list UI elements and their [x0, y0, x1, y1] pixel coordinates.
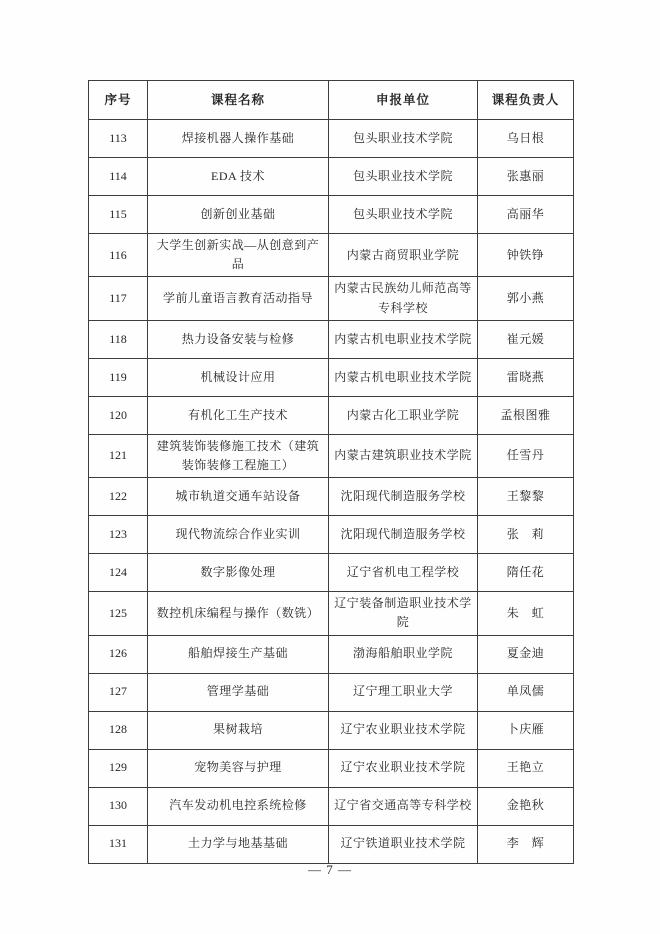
- cell-reporting-unit: 内蒙古机电职业技术学院: [329, 358, 478, 396]
- table-row: [89, 396, 574, 434]
- cell-course-leader: 王艳立: [478, 749, 574, 787]
- cell-serial-number: 115: [89, 196, 148, 234]
- cell-course-leader: 孟根图雅: [478, 396, 574, 434]
- cell-course-name: EDA 技术: [148, 158, 329, 196]
- cell-reporting-unit: 内蒙古机电职业技术学院: [329, 320, 478, 358]
- column-header-leader: 课程负责人: [478, 81, 574, 120]
- cell-course-leader: 朱 虹: [478, 592, 574, 635]
- table-row: [89, 516, 574, 554]
- table-row: [89, 554, 574, 592]
- cell-serial-number: 122: [89, 478, 148, 516]
- cell-reporting-unit: 包头职业技术学院: [329, 196, 478, 234]
- cell-reporting-unit: 沈阳现代制造服务学校: [329, 516, 478, 554]
- table-row: [89, 277, 574, 320]
- cell-course-leader: 钟铁铮: [478, 234, 574, 277]
- cell-course-leader: 李 辉: [478, 825, 574, 863]
- cell-course-leader: 金艳秋: [478, 787, 574, 825]
- cell-course-leader: 郭小燕: [478, 277, 574, 320]
- cell-serial-number: 121: [89, 434, 148, 477]
- table-row: [89, 478, 574, 516]
- table-row: [89, 358, 574, 396]
- cell-course-name: 汽车发动机电控系统检修: [148, 787, 329, 825]
- course-table: [88, 80, 574, 864]
- column-header-course: 课程名称: [148, 81, 329, 120]
- cell-serial-number: 131: [89, 825, 148, 863]
- cell-course-leader: 崔元媛: [478, 320, 574, 358]
- cell-reporting-unit: 包头职业技术学院: [329, 158, 478, 196]
- table-row: [89, 787, 574, 825]
- cell-reporting-unit: 内蒙古化工职业学院: [329, 396, 478, 434]
- cell-reporting-unit: 辽宁省交通高等专科学校: [329, 787, 478, 825]
- cell-reporting-unit: 内蒙古商贸职业学院: [329, 234, 478, 277]
- cell-course-leader: 卜庆雁: [478, 711, 574, 749]
- table-row: [89, 234, 574, 277]
- cell-course-name: 土力学与地基基础: [148, 825, 329, 863]
- cell-serial-number: 114: [89, 158, 148, 196]
- cell-course-name: 宠物美容与护理: [148, 749, 329, 787]
- cell-course-name: 学前儿童语言教育活动指导: [148, 277, 329, 320]
- cell-serial-number: 120: [89, 396, 148, 434]
- cell-serial-number: 130: [89, 787, 148, 825]
- cell-serial-number: 123: [89, 516, 148, 554]
- table-row: [89, 673, 574, 711]
- cell-serial-number: 116: [89, 234, 148, 277]
- table-body: [89, 120, 574, 864]
- cell-serial-number: 124: [89, 554, 148, 592]
- cell-reporting-unit: 辽宁理工职业大学: [329, 673, 478, 711]
- cell-reporting-unit: 内蒙古民族幼儿师范高等专科学校: [329, 277, 478, 320]
- cell-course-leader: 任雪丹: [478, 434, 574, 477]
- table-row: [89, 635, 574, 673]
- cell-reporting-unit: 辽宁装备制造职业技术学院: [329, 592, 478, 635]
- cell-serial-number: 125: [89, 592, 148, 635]
- cell-course-name: 焊接机器人操作基础: [148, 120, 329, 158]
- cell-serial-number: 129: [89, 749, 148, 787]
- page-number: — 7 —: [308, 862, 352, 877]
- table-row: [89, 196, 574, 234]
- cell-serial-number: 128: [89, 711, 148, 749]
- cell-course-leader: 张 莉: [478, 516, 574, 554]
- cell-course-name: 数字影像处理: [148, 554, 329, 592]
- cell-course-name: 创新创业基础: [148, 196, 329, 234]
- cell-serial-number: 127: [89, 673, 148, 711]
- table-row: [89, 711, 574, 749]
- cell-course-name: 果树栽培: [148, 711, 329, 749]
- cell-reporting-unit: 辽宁省机电工程学校: [329, 554, 478, 592]
- cell-serial-number: 126: [89, 635, 148, 673]
- cell-course-name: 建筑装饰装修施工技术（建筑装饰装修工程施工）: [148, 434, 329, 477]
- cell-course-leader: 王黎黎: [478, 478, 574, 516]
- table-row: [89, 825, 574, 863]
- table-row: [89, 120, 574, 158]
- cell-reporting-unit: 辽宁农业职业技术学院: [329, 711, 478, 749]
- cell-reporting-unit: 内蒙古建筑职业技术学院: [329, 434, 478, 477]
- cell-reporting-unit: 辽宁铁道职业技术学院: [329, 825, 478, 863]
- cell-course-name: 机械设计应用: [148, 358, 329, 396]
- cell-serial-number: 117: [89, 277, 148, 320]
- cell-course-leader: 隋任花: [478, 554, 574, 592]
- cell-serial-number: 113: [89, 120, 148, 158]
- cell-course-leader: 单凤儒: [478, 673, 574, 711]
- cell-course-name: 现代物流综合作业实训: [148, 516, 329, 554]
- table-row: [89, 592, 574, 635]
- cell-reporting-unit: 包头职业技术学院: [329, 120, 478, 158]
- table-row: [89, 434, 574, 477]
- cell-course-leader: 张惠丽: [478, 158, 574, 196]
- cell-serial-number: 119: [89, 358, 148, 396]
- cell-course-name: 有机化工生产技术: [148, 396, 329, 434]
- cell-course-name: 热力设备安装与检修: [148, 320, 329, 358]
- header-row: [89, 81, 574, 120]
- cell-course-leader: 乌日根: [478, 120, 574, 158]
- table-row: [89, 749, 574, 787]
- cell-reporting-unit: 辽宁农业职业技术学院: [329, 749, 478, 787]
- cell-serial-number: 118: [89, 320, 148, 358]
- column-header-unit: 申报单位: [329, 81, 478, 120]
- cell-reporting-unit: 沈阳现代制造服务学校: [329, 478, 478, 516]
- table-row: [89, 320, 574, 358]
- cell-course-name: 城市轨道交通车站设备: [148, 478, 329, 516]
- cell-reporting-unit: 渤海船舶职业学院: [329, 635, 478, 673]
- cell-course-name: 管理学基础: [148, 673, 329, 711]
- cell-course-name: 大学生创新实战—从创意到产品: [148, 234, 329, 277]
- cell-course-name: 数控机床编程与操作（数铣）: [148, 592, 329, 635]
- table-header: [89, 81, 574, 120]
- cell-course-leader: 高丽华: [478, 196, 574, 234]
- cell-course-leader: 夏金迪: [478, 635, 574, 673]
- table-row: [89, 158, 574, 196]
- cell-course-leader: 雷晓燕: [478, 358, 574, 396]
- cell-course-name: 船舶焊接生产基础: [148, 635, 329, 673]
- column-header-no: 序号: [89, 81, 148, 120]
